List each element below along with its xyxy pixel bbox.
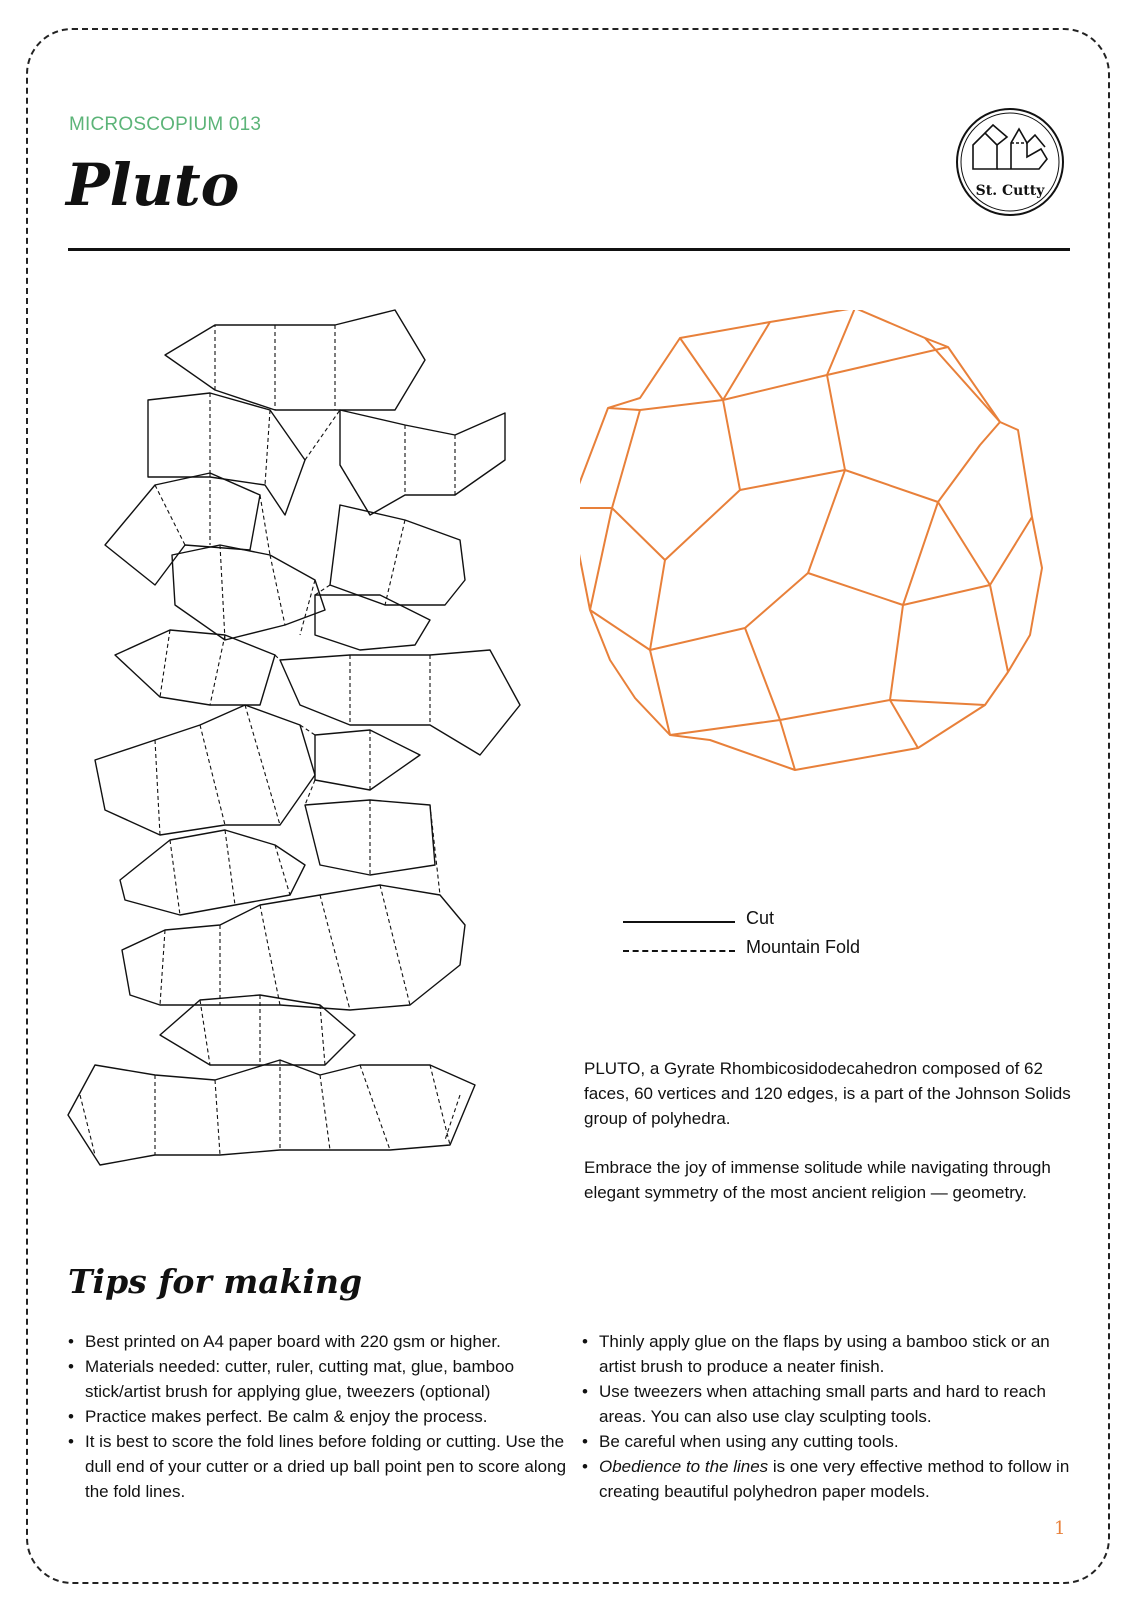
description-paragraph-1: PLUTO, a Gyrate Rhombicosidodecahedron composed of 62 faces, 60 vertices and 120 edges, is a part of the Johnson Solids group of polyhedra. bbox=[584, 1059, 1071, 1128]
description bbox=[584, 1056, 1080, 1229]
tip-item: • Be careful when using any cutting tools. bbox=[582, 1429, 1082, 1454]
tip-item: • Materials needed: cutter, ruler, cutting mat, glue, bamboo stick/artist brush for applying glue, tweezers (optional) bbox=[68, 1354, 568, 1404]
tip-item: • Practice makes perfect. Be calm & enjoy the process. bbox=[68, 1404, 568, 1429]
tip-item bbox=[582, 1454, 1082, 1504]
legend-cut-label: Cut bbox=[746, 908, 775, 928]
tip-item: • It is best to score the fold lines before folding or cutting. Use the dull end of your cutter or a dried up ball point pen to score along the fold lines. bbox=[68, 1429, 568, 1504]
description-paragraph-2: Embrace the joy of immense solitude while navigating through elegant symmetry of the most ancient religion — geometry. bbox=[584, 1158, 1051, 1202]
house-net-icon bbox=[973, 125, 1047, 169]
paper-net-diagram bbox=[60, 305, 540, 1185]
page-number: 1 bbox=[1054, 1518, 1066, 1539]
tip-emphasis: Obedience to the lines bbox=[599, 1457, 769, 1476]
tips-heading: Tips for making bbox=[68, 1262, 363, 1301]
tip-item: • Thinly apply glue on the flaps by using a bamboo stick or an artist brush to produce a neater finish. bbox=[582, 1329, 1082, 1379]
st-cutty-logo bbox=[955, 107, 1065, 217]
title-divider bbox=[68, 248, 1070, 251]
logo-text: St. Cutty bbox=[975, 183, 1045, 199]
series-label: MICROSCOPIUM 013 bbox=[69, 114, 262, 135]
cut-line-swatch bbox=[623, 921, 735, 923]
tips-list-right bbox=[582, 1329, 1082, 1504]
legend-fold-label: Mountain Fold bbox=[746, 937, 861, 957]
tip-rest: is one very effective method to follow in creating beautiful polyhedron paper models. bbox=[599, 1457, 1070, 1501]
polyhedron-illustration bbox=[580, 310, 1080, 800]
page-title: Pluto bbox=[66, 151, 240, 219]
tip-item: • Best printed on A4 paper board with 220 gsm or higher. bbox=[68, 1329, 568, 1354]
tip-item: • Use tweezers when attaching small parts and hard to reach areas. You can also use clay sculpting tools. bbox=[582, 1379, 1082, 1429]
fold-line-swatch bbox=[623, 950, 735, 952]
tips-list-left bbox=[68, 1329, 568, 1504]
